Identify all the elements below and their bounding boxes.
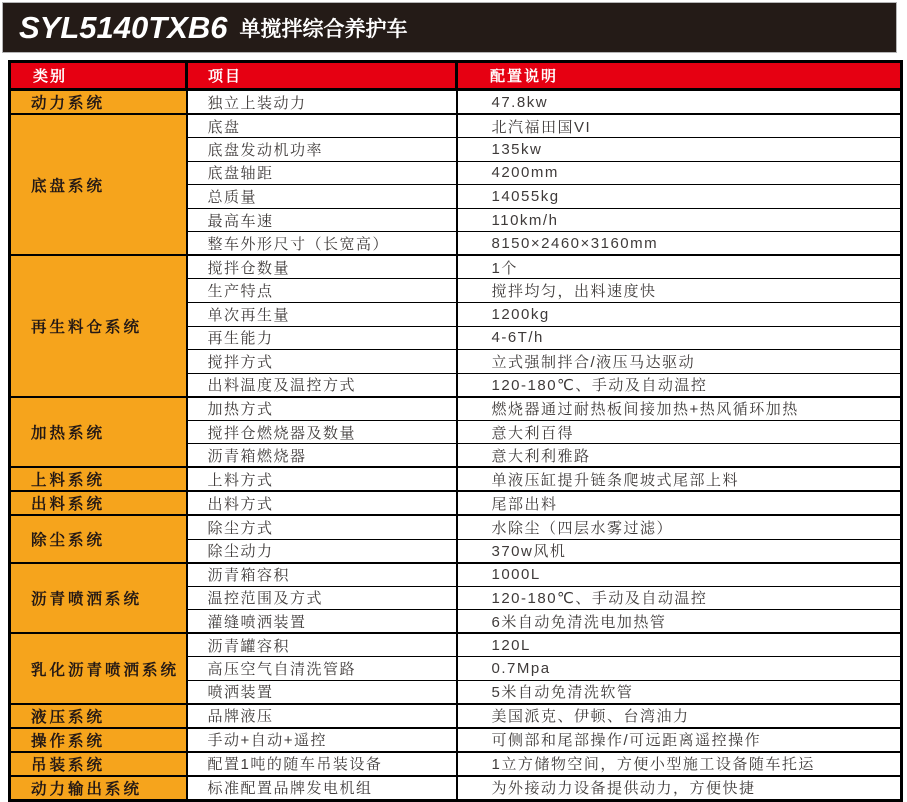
spec-row bbox=[10, 728, 902, 752]
item-cell: 底盘 bbox=[187, 114, 457, 138]
item-cell: 高压空气自清洗管路 bbox=[187, 657, 457, 681]
item-cell: 再生能力 bbox=[187, 326, 457, 350]
spec-value-cell: 4-6T/h bbox=[457, 326, 902, 350]
spec-value-cell: 8150×2460×3160mm bbox=[457, 232, 902, 256]
item-cell: 沥青箱容积 bbox=[187, 563, 457, 587]
item-cell: 单次再生量 bbox=[187, 303, 457, 327]
column-header-item: 项目 bbox=[187, 62, 457, 90]
spec-value-cell: 1个 bbox=[457, 255, 902, 279]
spec-table bbox=[8, 60, 903, 802]
item-cell: 总质量 bbox=[187, 185, 457, 209]
spec-row bbox=[10, 633, 902, 657]
category-cell: 乳化沥青喷洒系统 bbox=[10, 633, 187, 704]
model-title: SYL5140TXB6 bbox=[19, 9, 228, 45]
column-header-spec: 配置说明 bbox=[457, 62, 902, 90]
category-cell: 动力系统 bbox=[10, 90, 187, 115]
item-cell: 上料方式 bbox=[187, 467, 457, 491]
spec-value-cell: 135kw bbox=[457, 138, 902, 162]
item-cell: 搅拌仓数量 bbox=[187, 255, 457, 279]
spec-row bbox=[10, 114, 902, 138]
item-cell: 品牌液压 bbox=[187, 704, 457, 728]
item-cell: 配置1吨的随车吊装设备 bbox=[187, 752, 457, 776]
item-cell: 手动+自动+遥控 bbox=[187, 728, 457, 752]
spec-value-cell: 1200kg bbox=[457, 303, 902, 327]
spec-value-cell: 搅拌均匀，出料速度快 bbox=[457, 279, 902, 303]
item-cell: 除尘方式 bbox=[187, 515, 457, 539]
spec-value-cell: 美国派克、伊顿、台湾油力 bbox=[457, 704, 902, 728]
spec-value-cell: 燃烧器通过耐热板间接加热+热风循环加热 bbox=[457, 397, 902, 421]
spec-value-cell: 意大利利雅路 bbox=[457, 444, 902, 468]
category-cell: 动力输出系统 bbox=[10, 776, 187, 801]
category-cell: 液压系统 bbox=[10, 704, 187, 728]
item-cell: 最高车速 bbox=[187, 208, 457, 232]
category-cell: 底盘系统 bbox=[10, 114, 187, 255]
item-cell: 出料温度及温控方式 bbox=[187, 373, 457, 397]
model-subtitle: 单搅拌综合养护车 bbox=[239, 17, 408, 41]
item-cell: 喷洒装置 bbox=[187, 680, 457, 704]
spec-value-cell: 单液压缸提升链条爬坡式尾部上料 bbox=[457, 467, 902, 491]
spec-value-cell: 4200mm bbox=[457, 161, 902, 185]
item-cell: 沥青罐容积 bbox=[187, 633, 457, 657]
spec-row bbox=[10, 90, 902, 115]
category-cell: 除尘系统 bbox=[10, 515, 187, 562]
spec-value-cell: 1000L bbox=[457, 563, 902, 587]
title-bar bbox=[2, 2, 897, 53]
spec-row bbox=[10, 467, 902, 491]
item-cell: 加热方式 bbox=[187, 397, 457, 421]
spec-row bbox=[10, 752, 902, 776]
spec-value-cell: 1立方储物空间，方便小型施工设备随车托运 bbox=[457, 752, 902, 776]
item-cell: 温控范围及方式 bbox=[187, 586, 457, 610]
spec-value-cell: 120L bbox=[457, 633, 902, 657]
item-cell: 沥青箱燃烧器 bbox=[187, 444, 457, 468]
item-cell: 出料方式 bbox=[187, 491, 457, 515]
category-cell: 上料系统 bbox=[10, 467, 187, 491]
category-cell: 沥青喷洒系统 bbox=[10, 563, 187, 634]
item-cell: 底盘发动机功率 bbox=[187, 138, 457, 162]
spec-row bbox=[10, 704, 902, 728]
item-cell: 搅拌方式 bbox=[187, 350, 457, 374]
spec-value-cell: 意大利百得 bbox=[457, 420, 902, 444]
spec-value-cell: 120-180℃、手动及自动温控 bbox=[457, 373, 902, 397]
spec-value-cell: 120-180℃、手动及自动温控 bbox=[457, 586, 902, 610]
spec-value-cell: 370w风机 bbox=[457, 539, 902, 563]
spec-row bbox=[10, 397, 902, 421]
item-cell: 搅拌仓燃烧器及数量 bbox=[187, 420, 457, 444]
category-cell: 出料系统 bbox=[10, 491, 187, 515]
item-cell: 底盘轴距 bbox=[187, 161, 457, 185]
spec-row bbox=[10, 515, 902, 539]
spec-row bbox=[10, 776, 902, 801]
spec-value-cell: 6米自动免清洗电加热管 bbox=[457, 610, 902, 634]
category-cell: 加热系统 bbox=[10, 397, 187, 468]
item-cell: 独立上装动力 bbox=[187, 90, 457, 115]
spec-value-cell: 0.7Mpa bbox=[457, 657, 902, 681]
spec-value-cell: 尾部出料 bbox=[457, 491, 902, 515]
category-cell: 吊装系统 bbox=[10, 752, 187, 776]
spec-value-cell: 立式强制拌合/液压马达驱动 bbox=[457, 350, 902, 374]
spec-value-cell: 14055kg bbox=[457, 185, 902, 209]
spec-value-cell: 水除尘（四层水雾过滤） bbox=[457, 515, 902, 539]
item-cell: 除尘动力 bbox=[187, 539, 457, 563]
item-cell: 标准配置品牌发电机组 bbox=[187, 776, 457, 801]
category-cell: 操作系统 bbox=[10, 728, 187, 752]
spec-value-cell: 为外接动力设备提供动力，方便快捷 bbox=[457, 776, 902, 801]
item-cell: 灌缝喷洒装置 bbox=[187, 610, 457, 634]
column-header-category: 类别 bbox=[10, 62, 187, 90]
spec-value-cell: 可侧部和尾部操作/可远距离遥控操作 bbox=[457, 728, 902, 752]
spec-value-cell: 5米自动免清洗软管 bbox=[457, 680, 902, 704]
spec-value-cell: 110km/h bbox=[457, 208, 902, 232]
spec-value-cell: 47.8kw bbox=[457, 90, 902, 115]
spec-row bbox=[10, 255, 902, 279]
spec-value-cell: 北汽福田国VI bbox=[457, 114, 902, 138]
table-header-row bbox=[10, 62, 902, 90]
spec-row bbox=[10, 491, 902, 515]
spec-row bbox=[10, 563, 902, 587]
item-cell: 整车外形尺寸（长宽高） bbox=[187, 232, 457, 256]
category-cell: 再生料仓系统 bbox=[10, 255, 187, 396]
item-cell: 生产特点 bbox=[187, 279, 457, 303]
